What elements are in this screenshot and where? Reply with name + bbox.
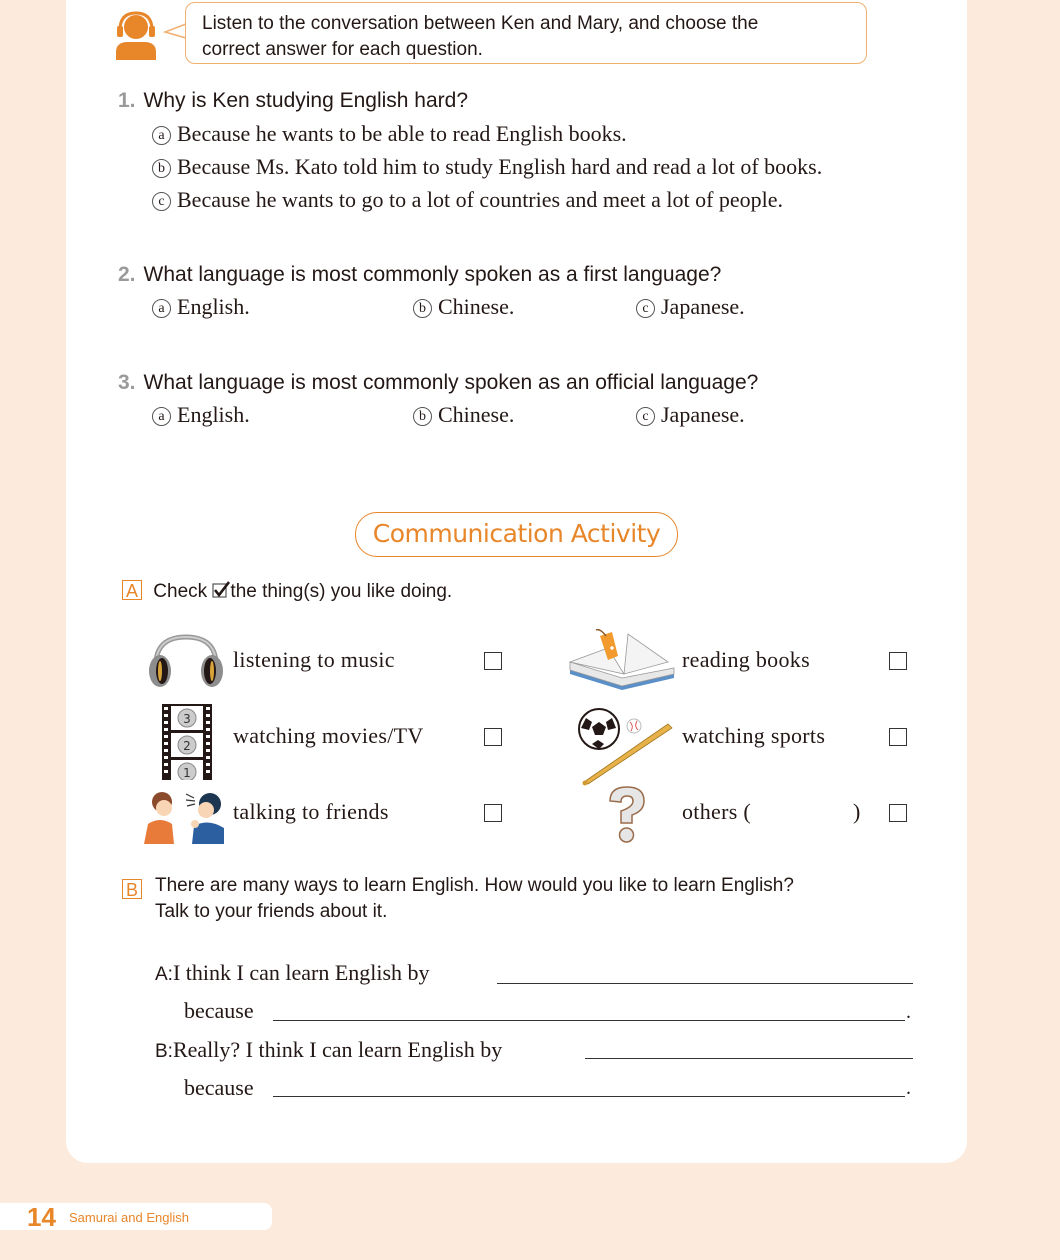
- part-b-line-2: Talk to your friends about it.: [155, 901, 388, 922]
- answer-line-b-method[interactable]: [585, 1058, 913, 1059]
- option-marker: b: [152, 159, 171, 178]
- question-text: What language is most commonly spoken as an official language?: [143, 371, 759, 394]
- option-marker: c: [636, 299, 655, 318]
- question-1: [118, 89, 468, 113]
- question-text: Why is Ken studying English hard?: [143, 89, 469, 112]
- option-3c[interactable]: [636, 402, 745, 428]
- question-3: [118, 371, 758, 395]
- page-number: 14: [27, 1202, 56, 1232]
- activity-label-sports: watching sports: [682, 723, 826, 748]
- instruction-bubble: [185, 2, 867, 64]
- instruction-line-2: correct answer for each question.: [202, 39, 483, 60]
- answer-line-a-method[interactable]: [497, 983, 913, 984]
- part-b-line-1: There are many ways to learn English. How would you like to learn English?: [155, 875, 794, 896]
- others-close-paren: ): [853, 799, 861, 824]
- option-1c[interactable]: [152, 187, 783, 213]
- option-text: English.: [177, 402, 250, 427]
- answer-line-a-reason[interactable]: [273, 1020, 905, 1021]
- option-marker: c: [152, 192, 171, 211]
- question-mark-icon: [606, 785, 648, 845]
- book-icon: [568, 628, 676, 692]
- option-marker: c: [636, 407, 655, 426]
- headphones-icon: [146, 633, 226, 689]
- activity-label-friends: talking to friends: [233, 799, 389, 824]
- part-b-tag-wrap: [122, 879, 142, 901]
- option-2b[interactable]: [413, 294, 514, 320]
- option-1a[interactable]: [152, 121, 627, 147]
- option-marker: b: [413, 407, 432, 426]
- option-2c[interactable]: [636, 294, 745, 320]
- question-2: [118, 263, 721, 287]
- dialogue-b: [155, 1037, 502, 1063]
- option-3a[interactable]: [152, 402, 250, 428]
- option-text: Because he wants to be able to read English books.: [177, 121, 627, 146]
- speaker-b: B:: [155, 1041, 173, 1062]
- option-text: Because he wants to go to a lot of countries and meet a lot of people.: [177, 187, 784, 212]
- option-text: English.: [177, 294, 250, 319]
- communication-activity-heading: Communication Activity: [355, 512, 678, 557]
- option-3b[interactable]: [413, 402, 514, 428]
- checkmark-box-icon: [212, 581, 230, 599]
- period-b: .: [906, 1077, 911, 1099]
- checkbox-talking-to-friends[interactable]: [484, 804, 502, 822]
- because-a: because: [184, 998, 254, 1023]
- svg-text:1: 1: [183, 766, 191, 780]
- checkbox-reading-books[interactable]: [889, 652, 907, 670]
- sports-icon: [578, 708, 674, 786]
- option-text: Japanese.: [661, 402, 745, 427]
- part-a-tag: A: [122, 580, 142, 600]
- question-number: 2.: [118, 263, 136, 286]
- part-b-tag: B: [122, 879, 142, 899]
- others-label: others (: [682, 799, 751, 824]
- option-1b[interactable]: [152, 154, 822, 180]
- option-text: Japanese.: [661, 294, 745, 319]
- part-a-instruction: [122, 580, 452, 603]
- dialogue-a: [155, 960, 430, 986]
- dialogue-b-text: Really? I think I can learn English by: [172, 1037, 503, 1062]
- svg-text:2: 2: [183, 739, 191, 753]
- instruction-line-1: Listen to the conversation between Ken and Mary, and choose the: [202, 13, 759, 34]
- question-number: 3.: [118, 371, 136, 394]
- checkbox-others[interactable]: [889, 804, 907, 822]
- question-number: 1.: [118, 89, 136, 112]
- because-b: because: [184, 1075, 254, 1100]
- checkbox-watching-movies[interactable]: [484, 728, 502, 746]
- speaker-a: A:: [155, 964, 173, 985]
- checkbox-listening-to-music[interactable]: [484, 652, 502, 670]
- film-strip-icon: [162, 704, 212, 780]
- svg-text:3: 3: [183, 712, 191, 726]
- answer-line-b-reason[interactable]: [273, 1096, 905, 1097]
- footer-title: Samurai and English: [69, 1210, 189, 1225]
- activity-label-reading: reading books: [682, 647, 810, 672]
- period-a: .: [906, 1001, 911, 1023]
- activity-label-listening: listening to music: [233, 647, 395, 672]
- option-text: Because Ms. Kato told him to study English hard and read a lot of books.: [177, 154, 823, 179]
- option-2a[interactable]: [152, 294, 250, 320]
- others-input[interactable]: [770, 800, 848, 828]
- option-text: Chinese.: [438, 294, 515, 319]
- instruction-check-word: Check: [153, 581, 208, 602]
- option-marker: b: [413, 299, 432, 318]
- option-marker: a: [152, 126, 171, 145]
- part-b-instruction: [155, 873, 794, 925]
- option-marker: a: [152, 407, 171, 426]
- friends-talking-icon: [140, 788, 232, 844]
- option-text: Chinese.: [438, 402, 515, 427]
- instruction-rest: the thing(s) you like doing.: [230, 581, 453, 602]
- activity-label-others: [682, 799, 751, 825]
- checkbox-watching-sports[interactable]: [889, 728, 907, 746]
- listening-person-icon: [114, 10, 158, 60]
- activity-label-movies: watching movies/TV: [233, 723, 424, 748]
- option-marker: a: [152, 299, 171, 318]
- question-text: What language is most commonly spoken as a first language?: [143, 263, 722, 286]
- dialogue-a-text: I think I can learn English by: [172, 960, 430, 985]
